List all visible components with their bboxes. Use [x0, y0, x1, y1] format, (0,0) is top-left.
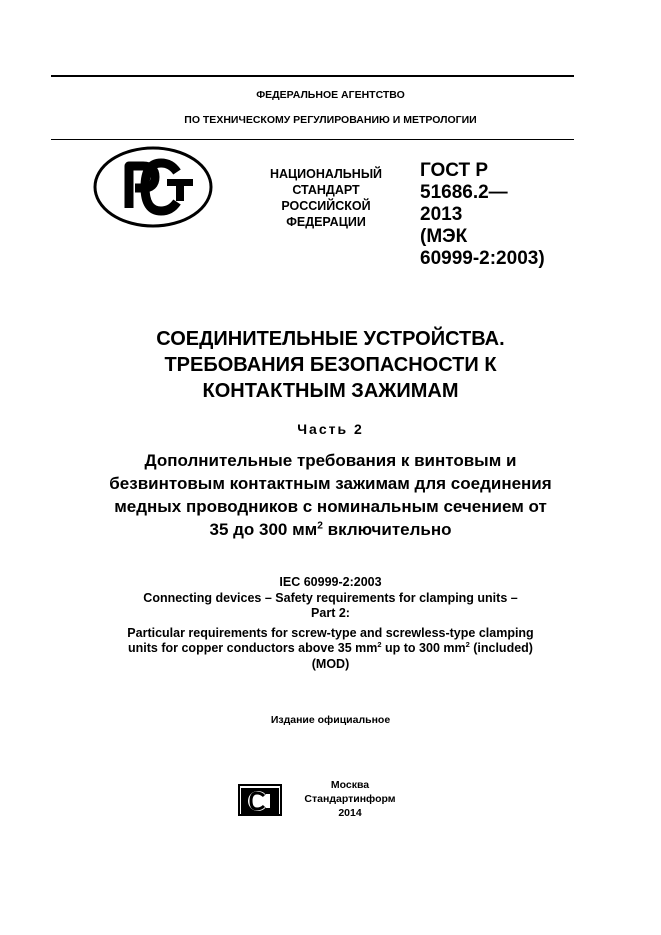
standard-label [256, 166, 396, 230]
edition-note: Издание официальное [270, 714, 391, 726]
publisher-city: Москва [330, 779, 370, 791]
subtitle-line [50, 518, 611, 541]
standard-label-line: СТАНДАРТ [292, 183, 360, 197]
header-rule [51, 139, 574, 140]
superscript: 2 [377, 639, 382, 649]
title-line: КОНТАКТНЫМ ЗАЖИМАМ [202, 380, 459, 402]
subtitle-text: 35 до 300 мм [209, 520, 318, 539]
english-text: (included) [469, 641, 533, 655]
english-line: Connecting devices – Safety requirements for clamping units – [143, 590, 518, 605]
title-line: СОЕДИНИТЕЛЬНЫЕ УСТРОЙСТВА. [156, 328, 505, 350]
top-rule [51, 75, 574, 77]
title-line: ТРЕБОВАНИЯ БЕЗОПАСНОСТИ К [164, 354, 497, 376]
publisher-info [290, 778, 410, 820]
english-part: Part 2: [311, 606, 350, 620]
english-text: units for copper conductors above 35 mm [128, 641, 378, 655]
english-text: up to 300 mm [381, 641, 466, 655]
standard-label-line: НАЦИОНАЛЬНЫЙ [269, 167, 383, 181]
iec-code: IEC 60999-2:2003 [279, 575, 382, 589]
publisher-name: Стандартинформ [304, 793, 396, 805]
english-title [60, 575, 601, 672]
document-subtitle [50, 449, 611, 541]
standard-number-line: 60999-2:2003) [420, 248, 545, 269]
standard-number-line: 51686.2— [420, 182, 508, 203]
document-title [60, 326, 601, 404]
standard-label-line: РОССИЙСКОЙ [281, 199, 371, 213]
standard-number-line: ГОСТ Р [420, 160, 489, 181]
subtitle-line: Дополнительные требования к винтовым и [144, 451, 517, 470]
standard-number-line: 2013 [420, 204, 463, 225]
publisher-logo-icon [238, 784, 282, 816]
standard-number-line: (МЭК [420, 226, 468, 247]
subtitle-text: включительно [322, 520, 452, 539]
publisher-logo [238, 784, 282, 816]
english-mod: (MOD) [311, 656, 350, 671]
english-line: Particular requirements for screw-type and screwless-type clamping [127, 625, 534, 640]
agency-line-2: ПО ТЕХНИЧЕСКОМУ РЕГУЛИРОВАНИЮ И МЕТРОЛОГИИ [184, 114, 477, 126]
superscript: 2 [317, 520, 323, 532]
publisher-year: 2014 [338, 807, 362, 819]
subtitle-line: безвинтовым контактным зажимам для соединения [109, 474, 552, 493]
rst-logo [93, 146, 213, 228]
subtitle-line: медных проводников с номинальным сечением от [114, 497, 547, 516]
part-label: Часть 2 [297, 421, 364, 437]
rst-logo-icon [93, 146, 213, 228]
standard-label-line: ФЕДЕРАЦИИ [286, 215, 366, 229]
standard-number [420, 160, 580, 270]
agency-line-1: ФЕДЕРАЛЬНОЕ АГЕНТСТВО [256, 89, 405, 101]
superscript: 2 [465, 639, 470, 649]
english-line [60, 641, 601, 657]
